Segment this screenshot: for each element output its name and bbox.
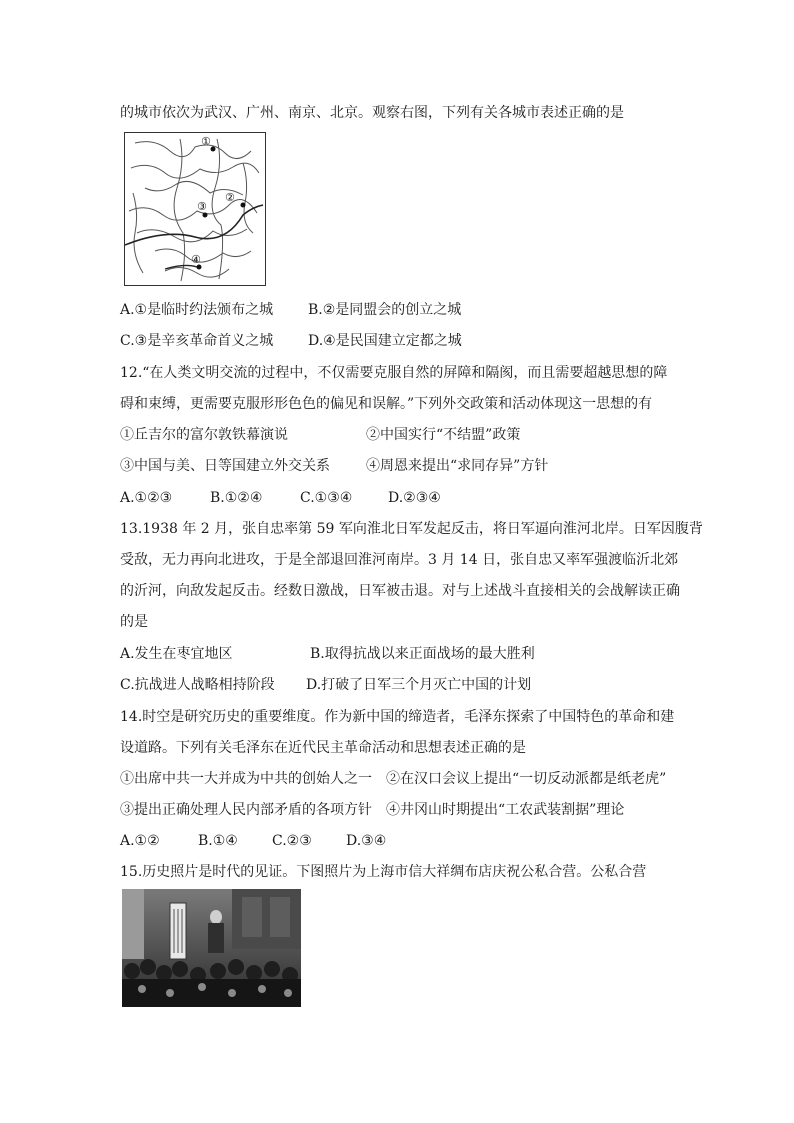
marker-2-label: ② xyxy=(225,191,235,204)
q12-item-3: ③中国与美、日等国建立外交关系 xyxy=(120,458,330,474)
marker-3-label: ③ xyxy=(197,200,207,213)
marker-1-dot xyxy=(211,147,216,152)
q13-option-a: A.发生在枣宜地区 xyxy=(120,646,233,662)
marker-3-dot xyxy=(203,213,208,218)
q13-option-d: D.打破了日军三个月灭亡中国的计划 xyxy=(306,677,532,693)
q14-stem-line2: 设道路。下列有关毛泽东在近代民主革命活动和思想表述正确的是 xyxy=(120,740,526,756)
q12-option-c: C.①③④ xyxy=(300,490,353,506)
q14-item-1: ①出席中共一大并成为中共的创始人之一 xyxy=(120,771,372,787)
q14-stem-line1: 14.时空是研究历史的重要维度。作为新中国的缔造者，毛泽东探索了中国特色的革命和建 xyxy=(120,709,675,725)
q12-item-4: ④周恩来提出“求同存异”方针 xyxy=(366,458,549,474)
photo-drawing xyxy=(122,889,301,1007)
q11-option-b: B.②是同盟会的创立之城 xyxy=(308,302,462,318)
q14-option-a: A.①② xyxy=(120,833,160,849)
q12-option-b: B.①②④ xyxy=(210,490,263,506)
q13-option-b: B.取得抗战以来正面战场的最大胜利 xyxy=(310,646,535,662)
q14-item-3: ③提出正确处理人民内部矛盾的各项方针 xyxy=(120,802,372,818)
q11-option-d: D.④是民国建立定都之城 xyxy=(308,333,462,349)
q11-option-a: A.①是临时约法颁布之城 xyxy=(120,302,274,318)
marker-4-label: ④ xyxy=(191,253,201,266)
china-map-figure xyxy=(124,132,266,286)
q12-item-2: ②中国实行“不结盟”政策 xyxy=(366,427,521,443)
q11-intro: 的城市依次为武汉、广州、南京、北京。观察右图，下列有关各城市表述正确的是 xyxy=(120,105,624,121)
q12-option-d: D.②③④ xyxy=(388,490,441,506)
q12-stem-line2: 碍和束缚，更需要克服形形色色的偏见和误解。”下列外交政策和活动体现这一思想的有 xyxy=(120,396,653,412)
q13-stem-line1: 13.1938 年 2 月，张自忠率第 59 军向淮北日军发起反击，将日军逼向淮河北岸。日军因腹背 xyxy=(120,521,703,537)
q15-stem-line1: 15.历史照片是时代的见证。下图照片为上海市信大祥绸布店庆祝公私合营。公私合营 xyxy=(120,864,647,880)
q14-option-d: D.③④ xyxy=(346,833,387,849)
q12-item-1: ①丘吉尔的富尔敦铁幕演说 xyxy=(120,427,288,443)
map-drawing xyxy=(125,133,265,285)
q14-item-2: ②在汉口会议上提出“一切反动派都是纸老虎” xyxy=(386,771,667,787)
marker-1-label: ① xyxy=(201,135,211,148)
q13-stem-line3: 的沂河，向敌发起反击。经数日激战，日军被击退。对与上述战斗直接相关的会战解读正确 xyxy=(120,583,680,599)
q13-stem-line4: 的是 xyxy=(120,614,148,630)
q14-option-b: B.①④ xyxy=(198,833,238,849)
q11-option-c: C.③是辛亥革命首义之城 xyxy=(120,333,274,349)
marker-2-dot xyxy=(241,203,246,208)
historical-photo xyxy=(122,889,301,1007)
q13-stem-line2: 受敌，无力再向北进攻，于是全部退回淮河南岸。3 月 14 日，张自忠又率军强渡临沂北郊 xyxy=(120,552,679,568)
q12-option-a: A.①②③ xyxy=(120,490,173,506)
q14-option-c: C.②③ xyxy=(272,833,312,849)
q13-option-c: C.抗战进人战略相持阶段 xyxy=(120,677,275,693)
q14-item-4: ④井冈山时期提出“工农武装割据”理论 xyxy=(386,802,625,818)
q12-stem-line1: 12.“在人类文明交流的过程中，不仅需要克服自然的屏障和隔阂，而且需要超越思想的障 xyxy=(120,365,668,381)
